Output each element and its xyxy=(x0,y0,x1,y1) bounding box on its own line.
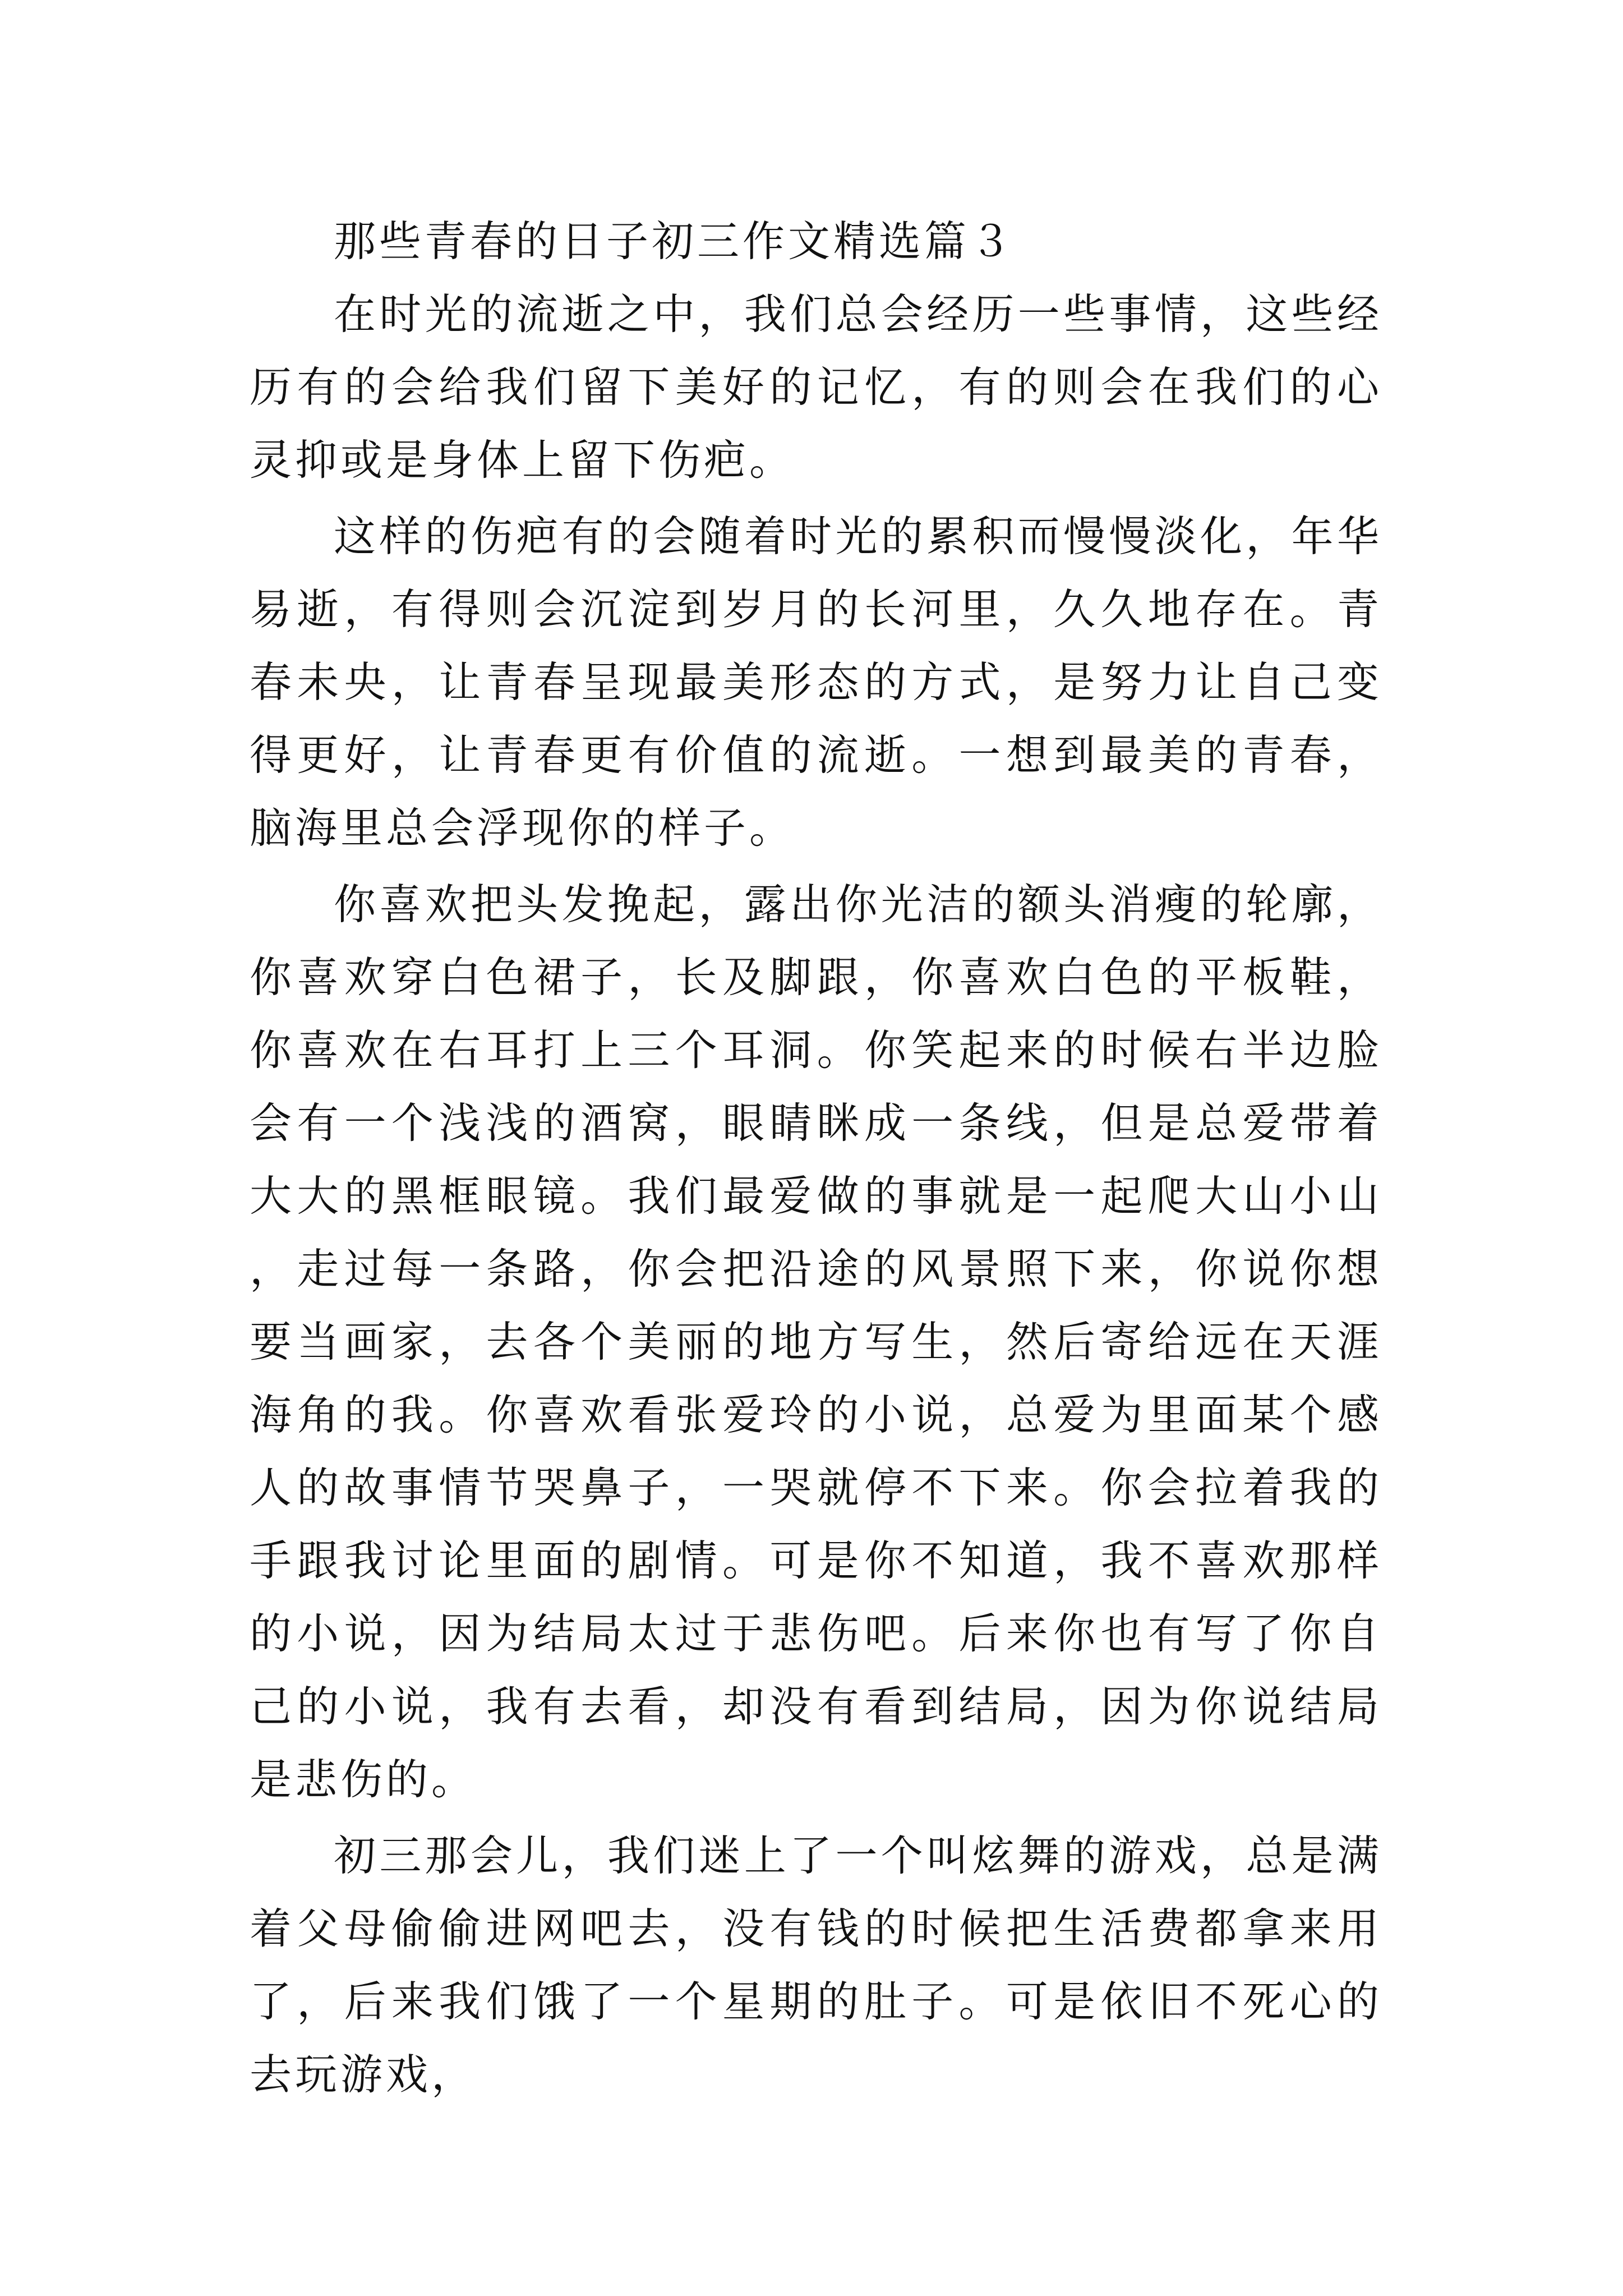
paragraph-2: 这样的伤疤有的会随着时光的累积而慢慢淡化，年华易逝，有得则会沉淀到岁月的长河里，久久地存在。青春未央，让青春呈现最美形态的方式，是努力让自己变得更好，让青春更有价值的流逝。一想到最美的青春，脑海里总会浮现你的样子。 xyxy=(250,512,1382,853)
document-body xyxy=(250,205,1382,2114)
paragraph-3: 你喜欢把头发挽起，露出你光洁的额头消瘦的轮廓，你喜欢穿白色裙子，长及脚跟，你喜欢白色的平板鞋，你喜欢在右耳打上三个耳洞。你笑起来的时候右半边脸会有一个浅浅的酒窝，眼睛眯成一条线，但是总爱带着大大的黑框眼镜。我们最爱做的事就是一起爬大山小山，走过每一条路，你会把沿途的风景照下来，你说你想要当画家，去各个美丽的地方写生，然后寄给远在天涯海角的我。你喜欢看张爱玲的小说，总爱为里面某个感人的故事情节哭鼻子，一哭就停不下来。你会拉着我的手跟我讨论里面的剧情。可是你不知道，我不喜欢那样的小说，因为结局太过于悲伤吧。后来你也有写了你自己的小说，我有去看，却没有看到结局，因为你说结局是悲伤的。 xyxy=(250,880,1382,1804)
paragraph-4: 初三那会儿，我们迷上了一个叫炫舞的游戏，总是满着父母偷偷进网吧去，没有钱的时候把生活费都拿来用了，后来我们饿了一个星期的肚子。可是依旧不死心的去玩游戏， xyxy=(250,1831,1382,2099)
paragraph-1: 在时光的流逝之中，我们总会经历一些事情，这些经历有的会给我们留下美好的记忆，有的则会在我们的心灵抑或是身体上留下伤疤。 xyxy=(250,289,1382,485)
essay-title: 那些青春的日子初三作文精选篇３ xyxy=(334,217,1016,266)
